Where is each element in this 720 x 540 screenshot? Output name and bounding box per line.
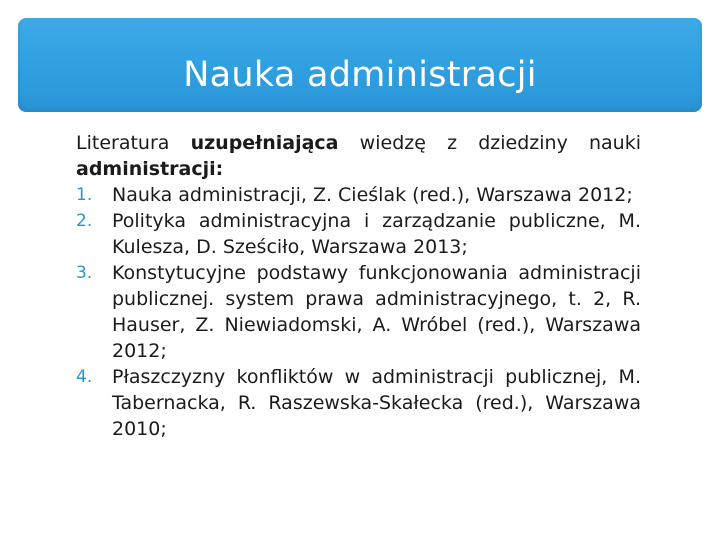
intro-bold: uzupełniająca bbox=[190, 132, 339, 154]
list-item-text: Nauka administracji, Z. Cieślak (red.), Warszawa 2012; bbox=[112, 184, 633, 206]
list-number: 3. bbox=[76, 263, 93, 283]
list-item-text: Polityka administracyjna i zarządzanie publiczne, M. Kulesza, D. Sześciło, Warszawa 2013; bbox=[112, 210, 641, 258]
list-item bbox=[76, 182, 641, 208]
list-item-text: Płaszczyzny konfliktów w administracji publicznej, M. Tabernacka, R. Raszewska-Skałecka (red.), Warszawa 2010; bbox=[112, 366, 641, 440]
list-number: 1. bbox=[76, 185, 93, 205]
list-item bbox=[76, 208, 641, 260]
reference-list bbox=[76, 182, 641, 442]
intro-bold-2: administracji: bbox=[76, 158, 224, 180]
intro-suffix: wiedzę z dziedziny nauki bbox=[338, 132, 641, 154]
list-item-text: Konstytucyjne podstawy funkcjonowania administracji publicznej. system prawa administracyjnego, t. 2, R. Hauser, Z. Niewiadomski, A. Wróbel (red.), Warszawa 2012; bbox=[112, 262, 641, 362]
intro-prefix: Literatura bbox=[76, 132, 191, 154]
list-item bbox=[76, 364, 641, 442]
list-item bbox=[76, 260, 641, 364]
list-number: 2. bbox=[76, 211, 93, 231]
slide-content bbox=[76, 130, 641, 442]
list-number: 4. bbox=[76, 367, 93, 387]
intro-paragraph bbox=[76, 130, 641, 182]
slide-title: Nauka administracji bbox=[183, 55, 537, 95]
